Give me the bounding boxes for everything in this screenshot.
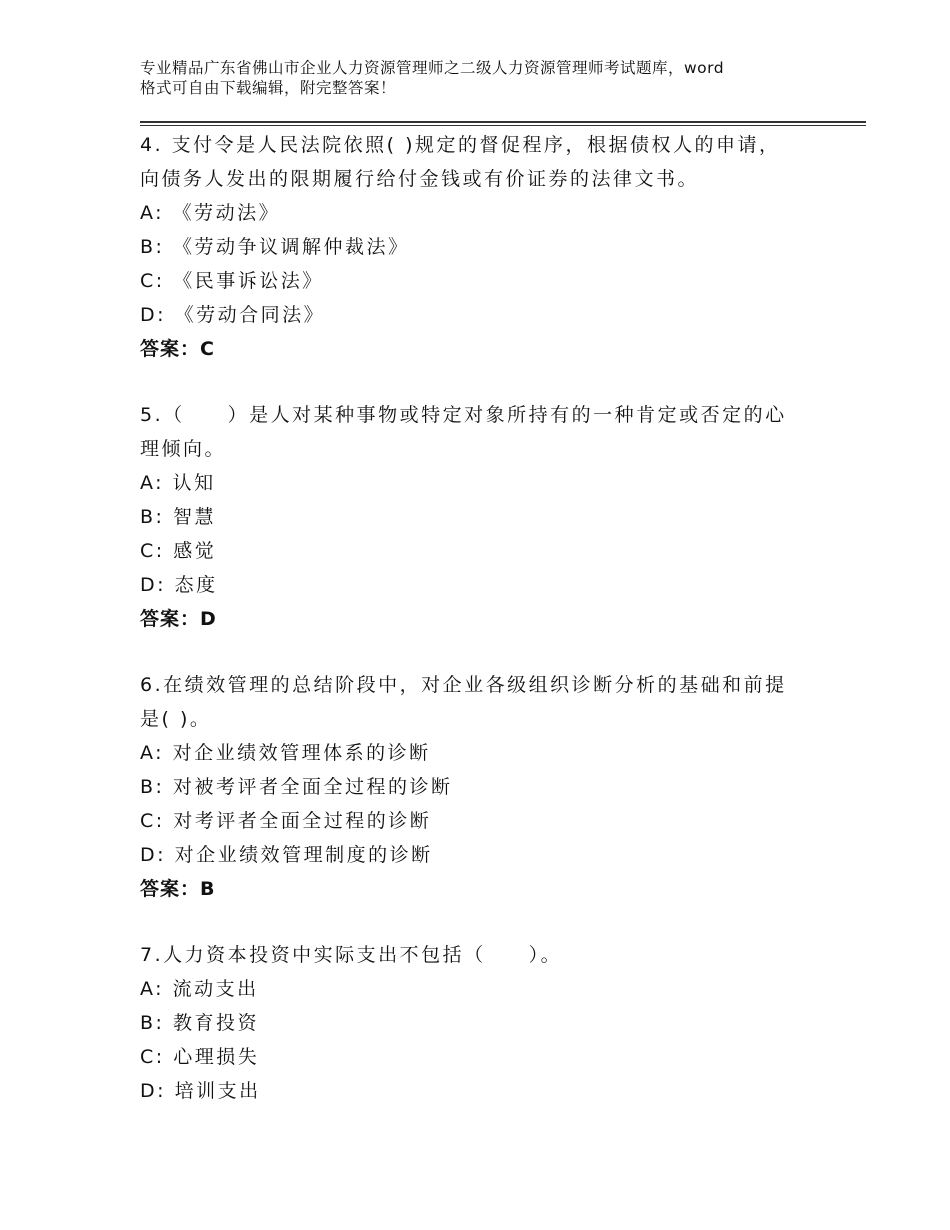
question-text-line: 向债务人发出的限期履行给付金钱或有价证券的法律文书。 <box>140 168 700 190</box>
option-d: D: 态度 <box>140 574 218 596</box>
question-5 <box>140 398 820 636</box>
option-c: C: 感觉 <box>140 540 217 562</box>
question-6 <box>140 668 820 906</box>
option-a: A: 《劳动法》 <box>140 202 281 224</box>
header-title-line-2: 格式可自由下载编辑，附完整答案！ <box>140 79 397 97</box>
option-a: A: 认知 <box>140 472 216 494</box>
question-text-line: 是( )。 <box>140 708 212 730</box>
option-c: C: 《民事诉讼法》 <box>140 270 324 292</box>
question-4 <box>140 128 820 366</box>
option-d: D: 培训支出 <box>140 1080 261 1102</box>
option-c: C: 心理损失 <box>140 1046 260 1068</box>
question-text-line: 4. 支付令是人民法院依照( )规定的督促程序，根据债权人的申请， <box>140 134 781 156</box>
answer-line: 答案：C <box>140 338 215 360</box>
header-rule-thin <box>140 125 866 126</box>
question-text-line: 6.在绩效管理的总结阶段中，对企业各级组织诊断分析的基础和前提 <box>140 674 787 696</box>
option-a: A: 对企业绩效管理体系的诊断 <box>140 742 431 764</box>
option-a: A: 流动支出 <box>140 978 259 1000</box>
option-b: B: 《劳动争议调解仲裁法》 <box>140 236 410 258</box>
option-b: B: 教育投资 <box>140 1012 259 1034</box>
answer-line: 答案：B <box>140 878 216 900</box>
option-c: C: 对考评者全面全过程的诊断 <box>140 810 432 832</box>
option-d: D: 对企业绩效管理制度的诊断 <box>140 844 433 866</box>
question-text-line: 7.人力资本投资中实际支出不包括（ ）。 <box>140 944 563 966</box>
question-7 <box>140 938 820 1108</box>
option-b: B: 对被考评者全面全过程的诊断 <box>140 776 453 798</box>
header-title-line-1: 专业精品广东省佛山市企业人力资源管理师之二级人力资源管理师考试题库，word <box>140 59 725 77</box>
document-header <box>140 58 840 98</box>
answer-line: 答案：D <box>140 608 217 630</box>
question-text-line: 理倾向。 <box>140 438 227 460</box>
option-b: B: 智慧 <box>140 506 216 528</box>
question-text-line: 5.（ ）是人对某种事物或特定对象所持有的一种肯定或否定的心 <box>140 404 787 426</box>
option-d: D: 《劳动合同法》 <box>140 304 326 326</box>
question-list <box>140 128 820 1140</box>
header-rule-thick <box>140 121 866 123</box>
